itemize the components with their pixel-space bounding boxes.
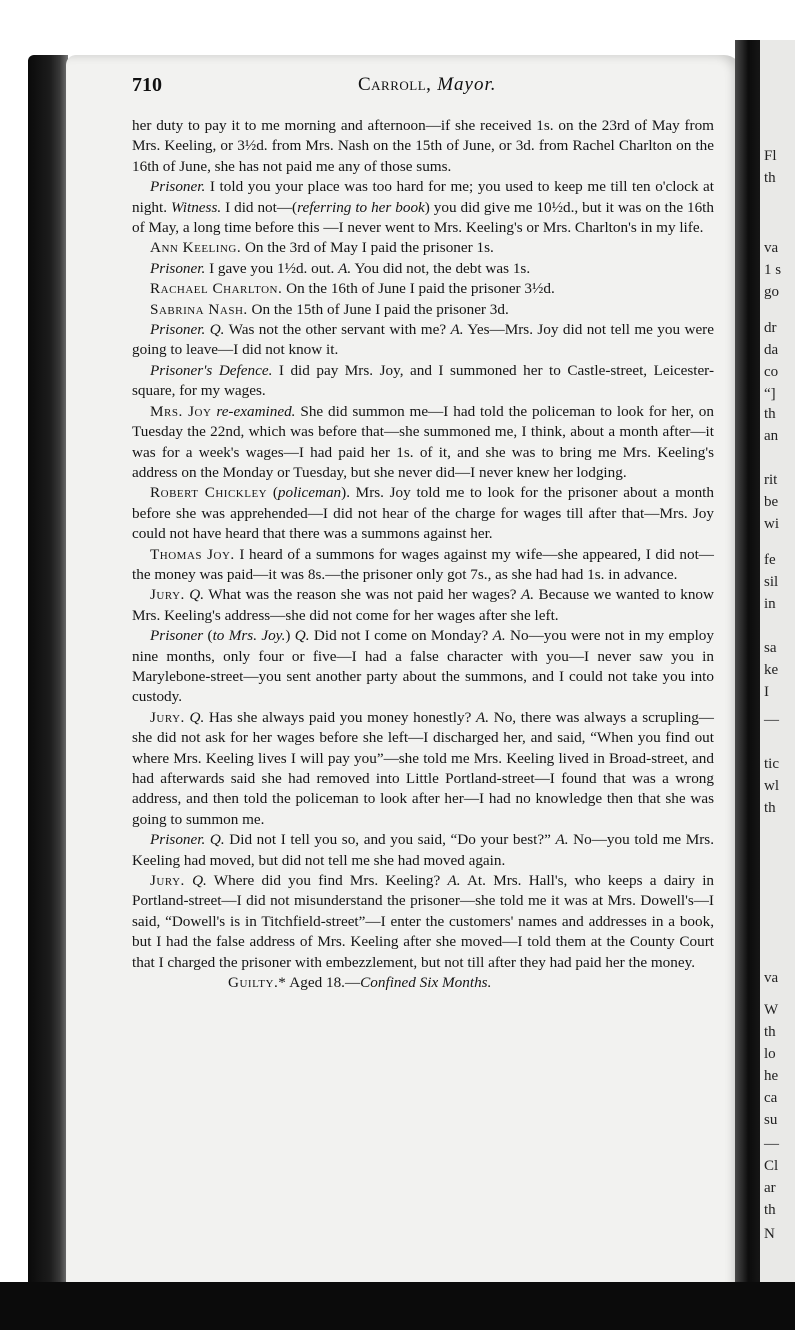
verdict-line (132, 973, 714, 993)
transcript-paragraph (132, 279, 714, 299)
italic-text: Prisoner. (150, 259, 206, 277)
next-page-fragment: in (764, 596, 776, 612)
next-page-fragment: dr (764, 320, 777, 336)
next-page-fragment: sa (764, 640, 777, 656)
next-page-fragment: va (764, 240, 779, 256)
transcript-paragraph (132, 116, 714, 177)
transcript-paragraph (132, 320, 714, 361)
italic-text: A. (476, 708, 490, 726)
text-run: ) (285, 627, 295, 645)
text-run: Did not I come on Monday? (309, 627, 493, 645)
speaker-name: Sabrina Nash. (150, 300, 248, 318)
next-page-fragment: — (764, 1136, 779, 1152)
italic-text: Prisoner (150, 627, 204, 645)
verdict-age: Aged 18.— (286, 974, 361, 992)
next-page-fragment: th (764, 1202, 776, 1218)
italic-text: Prisoner. (150, 178, 206, 196)
transcript-paragraph (132, 708, 714, 830)
text-run: On the 16th of June I paid the prisoner 3½d. (282, 280, 555, 298)
left-book-binding (28, 55, 68, 1295)
next-page-fragment: W (764, 1002, 779, 1018)
running-head-title: Mayor. (437, 74, 497, 95)
next-page-fragment: Fl (764, 148, 777, 164)
speaker-name: Jury. (150, 586, 185, 604)
text-run: Did not I tell you so, and you said, “Do your best?” (224, 831, 556, 849)
next-page-fragment: lo (764, 1046, 776, 1062)
next-page-fragment: th (764, 1024, 776, 1040)
text-run: She did summon me—I had told the policeman to look for her, on Tuesday the 22nd, which was before that—she summoned me, I think, about a month after—it was for a week's wages—I had paid her 1s. of it, and she was to bring me Mrs. Keeling's address on the Monday or Tuesday, but she never did—I never knew her lodging. (132, 402, 714, 481)
italic-text: Q. (209, 321, 225, 339)
italic-text: to Mrs. Joy. (212, 627, 286, 645)
next-page-fragment: he (764, 1068, 779, 1084)
text-run: On the 15th of June I paid the prisoner 3d. (247, 300, 509, 318)
next-page-edge (760, 40, 795, 1295)
next-page-fragment: go (764, 284, 779, 300)
italic-text: Prisoner. (150, 321, 206, 339)
page-header (132, 74, 712, 104)
italic-text: re-examined. (216, 402, 296, 420)
next-page-fragment: N (764, 1226, 775, 1242)
page-number: 710 (132, 74, 162, 96)
speaker-name: Thomas Joy. (150, 545, 235, 563)
text-run: Was not the other servant with me? (224, 321, 451, 339)
bottom-scan-border (0, 1282, 795, 1330)
next-page-fragment: wl (764, 778, 779, 794)
italic-text: A. (450, 321, 464, 339)
transcript-paragraph (132, 238, 714, 258)
speaker-name: Ann Keeling. (150, 239, 242, 257)
speaker-name: Jury. (150, 872, 185, 890)
italic-text: A. (338, 259, 352, 277)
transcript-paragraph (132, 626, 714, 708)
next-page-fragment: ca (764, 1090, 778, 1106)
next-page-fragment: th (764, 800, 776, 816)
next-page-fragment: — (764, 712, 779, 728)
next-page-fragment: su (764, 1112, 778, 1128)
next-page-fragment: I (764, 684, 769, 700)
transcript-paragraph (132, 585, 714, 626)
text-run: No—you were not in my employ nine months, only four or five—I had a false character with you—I never saw you in Marylebone-street—you sent another party about the summons, and I could not take you into custody. (132, 627, 714, 706)
text-run: You did not, the debt was 1s. (351, 259, 531, 277)
transcript-paragraph (132, 871, 714, 973)
italic-text: A. (555, 831, 569, 849)
next-page-fragment: fe (764, 552, 776, 568)
next-page-fragment: rit (764, 472, 778, 488)
next-page-fragment: “] (764, 386, 776, 402)
speaker-name: Jury. (150, 708, 185, 726)
running-head (358, 74, 497, 96)
transcript-paragraph (132, 259, 714, 279)
text-run: her duty to pay it to me morning and afternoon—if she received 1s. on the 23rd of May from Mrs. Keeling, or 3½d. from Mrs. Nash on the 15th of June, or 3d. from Rachel Charlton on the 16th of June, she has not paid me any of those sums. (132, 117, 714, 175)
verdict-sentence: Confined Six Months. (360, 974, 492, 992)
italic-text: Prisoner. (150, 831, 206, 849)
speaker-name: Robert Chickley (150, 484, 268, 502)
text-run: Because we wanted to know Mrs. Keeling's address—she did not come for her wages after she left. (132, 586, 714, 624)
text-run: What was the reason she was not paid her wages? (204, 586, 521, 604)
next-page-fragment: be (764, 494, 779, 510)
next-page-fragment: co (764, 364, 779, 380)
next-page-fragment: an (764, 428, 779, 444)
text-run: No—you told me Mrs. Keeling had moved, but did not tell me she had moved again. (132, 831, 715, 869)
running-head-name: Carroll, (358, 74, 432, 95)
next-page-fragment: ar (764, 1180, 776, 1196)
text-run: I told you your place was too hard for me; you used to keep me till ten o'clock at night. (132, 178, 714, 216)
transcript-paragraph (132, 830, 714, 871)
italic-text: Q. (189, 708, 205, 726)
text-run: Yes—Mrs. Joy did not tell me you were going to leave—I did not know it. (132, 321, 714, 359)
text-run: Where did you find Mrs. Keeling? (206, 872, 448, 890)
transcript-paragraph (132, 545, 714, 586)
text-run: ) you did give me 10½d., but it was on the 16th of May, a long time before this —I never went to Mrs. Keeling's or Mrs. Charlton's in my life. (132, 198, 714, 237)
italic-text: Q. (189, 586, 205, 604)
italic-text: referring to her book (297, 198, 425, 216)
verdict-label: Guilty.* (228, 974, 287, 992)
text-run: No, there was always a scrupling—she did not ask for her wages before she left—I discharged her, and said, “When you find out where Mrs. Keeling lives I will pay you”—she told me Mrs. Keeling lived in Broad-street, and had afterwards said she had removed into Little Portland-street—I found that was a wrong address, and then told the policeman to look after her—I had no knowledge then that she was going to summon me. (132, 708, 714, 828)
text-run: On the 3rd of May I paid the prisoner 1s. (241, 239, 494, 257)
text-run: I heard of a summons for wages against my wife—she appeared, I did not—the money was paid—it was 8s.—the prisoner only got 7s., as she had had 1s. in advance. (132, 545, 714, 583)
next-page-fragment: th (764, 170, 776, 186)
italic-text: Witness. (170, 198, 222, 216)
next-page-fragment: va (764, 970, 779, 986)
text-run: Has she always paid you money honestly? (204, 708, 477, 726)
next-page-fragment: da (764, 342, 779, 358)
next-page-fragment: th (764, 406, 776, 422)
italic-text: policeman (277, 484, 342, 502)
transcript-paragraph (132, 402, 714, 484)
next-page-fragment: ke (764, 662, 779, 678)
next-page-fragment: sil (764, 574, 779, 590)
text-run: ( (203, 627, 213, 645)
transcript-paragraph (132, 361, 714, 402)
italic-text: Q. (294, 627, 310, 645)
next-page-fragment: Cl (764, 1158, 779, 1174)
next-page-fragment: wi (764, 516, 779, 532)
italic-text: Prisoner's Defence. (150, 361, 273, 379)
transcript-paragraph (132, 177, 714, 238)
transcript-paragraph (132, 300, 714, 320)
text-run: At. Mrs. Hall's, who keeps a dairy in Portland-street—I did not misunderstand the prisoner—she told me it was at Mrs. Dowell's—I said, “Dowell's is in Titchfield-street”—I enter the customers' names and addresses in a book, but I had the false address of Mrs. Keeling after she moved—I told them at the County Court that I charged the prisoner with embezzlement, but not till after they had paid her the money. (132, 872, 715, 971)
transcript-paragraph (132, 483, 714, 544)
speaker-name: Mrs. Joy (150, 402, 212, 420)
speaker-name: Rachael Charlton. (150, 280, 283, 298)
trial-transcript (132, 116, 714, 993)
italic-text: Q. (209, 831, 225, 849)
text-run: I did not—( (221, 198, 298, 216)
italic-text: A. (520, 586, 535, 604)
text-run: ( (267, 484, 278, 502)
text-run: ). Mrs. Joy told me to look for the prisoner about a month before she was apprehended—I did not hear of the charge for wages till after that—Mrs. Joy could not have heard that there was a summons against her. (132, 484, 714, 543)
next-page-fragment: 1 s (764, 262, 782, 278)
text-run: I did pay Mrs. Joy, and I summoned her to Castle-street, Leicester-square, for my wages. (132, 361, 714, 400)
italic-text: Q. (192, 872, 207, 890)
text-run (185, 872, 192, 889)
text-run: I gave you 1½d. out. (205, 259, 339, 277)
italic-text: A. (492, 627, 506, 645)
italic-text: A. (447, 872, 461, 890)
next-page-fragment: tic (764, 756, 779, 772)
